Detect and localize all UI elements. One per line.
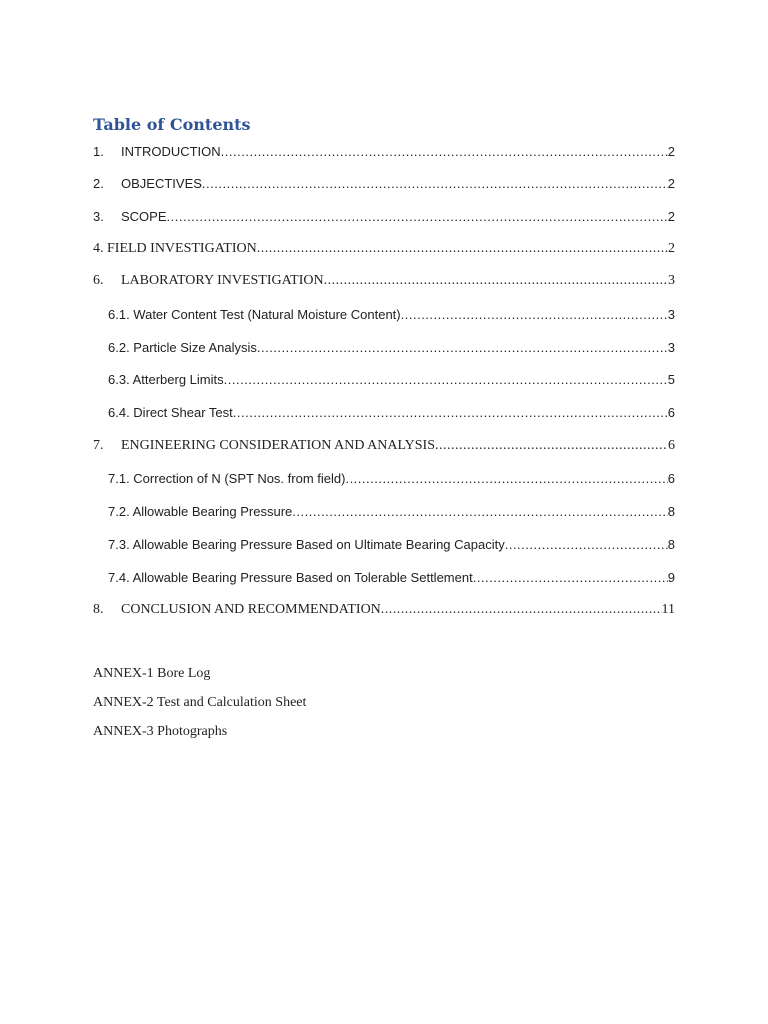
toc-leader-dots [345,471,667,486]
toc-leader-dots [292,504,667,519]
toc-entry-scope[interactable] [93,209,675,227]
toc-entry-number: 6. [93,273,104,288]
toc-entry-bearing-pressure-ultimate-capacity[interactable] [108,537,675,555]
toc-entry-page-number: 9 [667,570,675,585]
toc-entry-page-number: 3 [668,273,675,288]
toc-entry-engineering-consideration[interactable] [93,438,675,456]
toc-entry-label: INTRODUCTION [121,144,221,159]
toc-entry-number: 1. [93,144,104,159]
toc-entry-page-number: 2 [667,144,675,159]
toc-entry-page-number: 2 [668,241,675,256]
toc-entry-direct-shear-test[interactable] [108,405,675,423]
toc-entry-page-number: 8 [667,504,675,519]
toc-entry-page-number: 6 [667,405,675,420]
toc-leader-dots [224,372,668,387]
toc-entry-laboratory-investigation[interactable] [93,273,675,291]
toc-leader-dots [435,438,668,454]
toc-entry-page-number: 3 [667,307,675,322]
annex-test-calculation-sheet: ANNEX-2 Test and Calculation Sheet [93,695,307,710]
toc-entry-label: LABORATORY INVESTIGATION [121,273,324,288]
toc-entry-page-number: 6 [667,471,675,486]
toc-entry-introduction[interactable] [93,144,675,162]
toc-leader-dots [221,144,668,159]
toc-entry-page-number: 11 [661,602,675,617]
toc-entry-label: 4. FIELD INVESTIGATION [93,241,257,256]
toc-entry-label: 6.2. Particle Size Analysis [108,340,257,355]
toc-entry-page-number: 6 [668,438,675,453]
toc-leader-dots [167,209,668,224]
toc-leader-dots [324,273,668,289]
toc-leader-dots [401,307,668,322]
toc-entry-label: 6.1. Water Content Test (Natural Moisture Content) [108,307,401,322]
toc-title: Table of Contents [93,115,251,134]
toc-leader-dots [381,602,662,618]
toc-entry-field-investigation[interactable] [93,241,675,259]
toc-entry-label: 7.1. Correction of N (SPT Nos. from field) [108,471,346,486]
toc-entry-bearing-pressure-tolerable-settlement[interactable] [108,570,675,588]
toc-entry-objectives[interactable] [93,176,675,194]
toc-entry-label: 6.3. Atterberg Limits [108,372,224,387]
toc-entry-label: ENGINEERING CONSIDERATION AND ANALYSIS [121,438,435,453]
toc-entry-page-number: 8 [667,537,675,552]
toc-entry-conclusion[interactable] [93,602,675,620]
toc-entry-water-content-test[interactable] [108,307,675,325]
toc-entry-number: 2. [93,176,104,191]
toc-leader-dots [505,537,668,552]
toc-entry-atterberg-limits[interactable] [108,372,675,390]
toc-entry-correction-of-n[interactable] [108,471,675,489]
toc-leader-dots [202,176,668,191]
toc-entry-allowable-bearing-pressure[interactable] [108,504,675,522]
annex-photographs: ANNEX-3 Photographs [93,724,228,739]
toc-entry-page-number: 3 [667,340,675,355]
toc-entry-label: 6.4. Direct Shear Test [108,405,233,420]
toc-leader-dots [257,241,668,257]
toc-entry-page-number: 2 [667,209,675,224]
toc-leader-dots [257,340,668,355]
toc-entry-number: 3. [93,209,104,224]
toc-entry-number: 7. [93,438,104,453]
toc-entry-label: 7.3. Allowable Bearing Pressure Based on Ultimate Bearing Capacity [108,537,505,552]
toc-entry-page-number: 5 [667,372,675,387]
toc-entry-label: SCOPE [121,209,167,224]
toc-entry-number: 8. [93,602,104,617]
toc-leader-dots [233,405,668,420]
toc-leader-dots [473,570,668,585]
toc-entry-label: CONCLUSION AND RECOMMENDATION [121,602,381,617]
toc-entry-label: 7.2. Allowable Bearing Pressure [108,504,293,519]
toc-entry-label: 7.4. Allowable Bearing Pressure Based on Tolerable Settlement [108,570,473,585]
annex-bore-log: ANNEX-1 Bore Log [93,666,211,681]
toc-entry-label: OBJECTIVES [121,176,202,191]
toc-entry-particle-size-analysis[interactable] [108,340,675,358]
toc-entry-page-number: 2 [667,176,675,191]
